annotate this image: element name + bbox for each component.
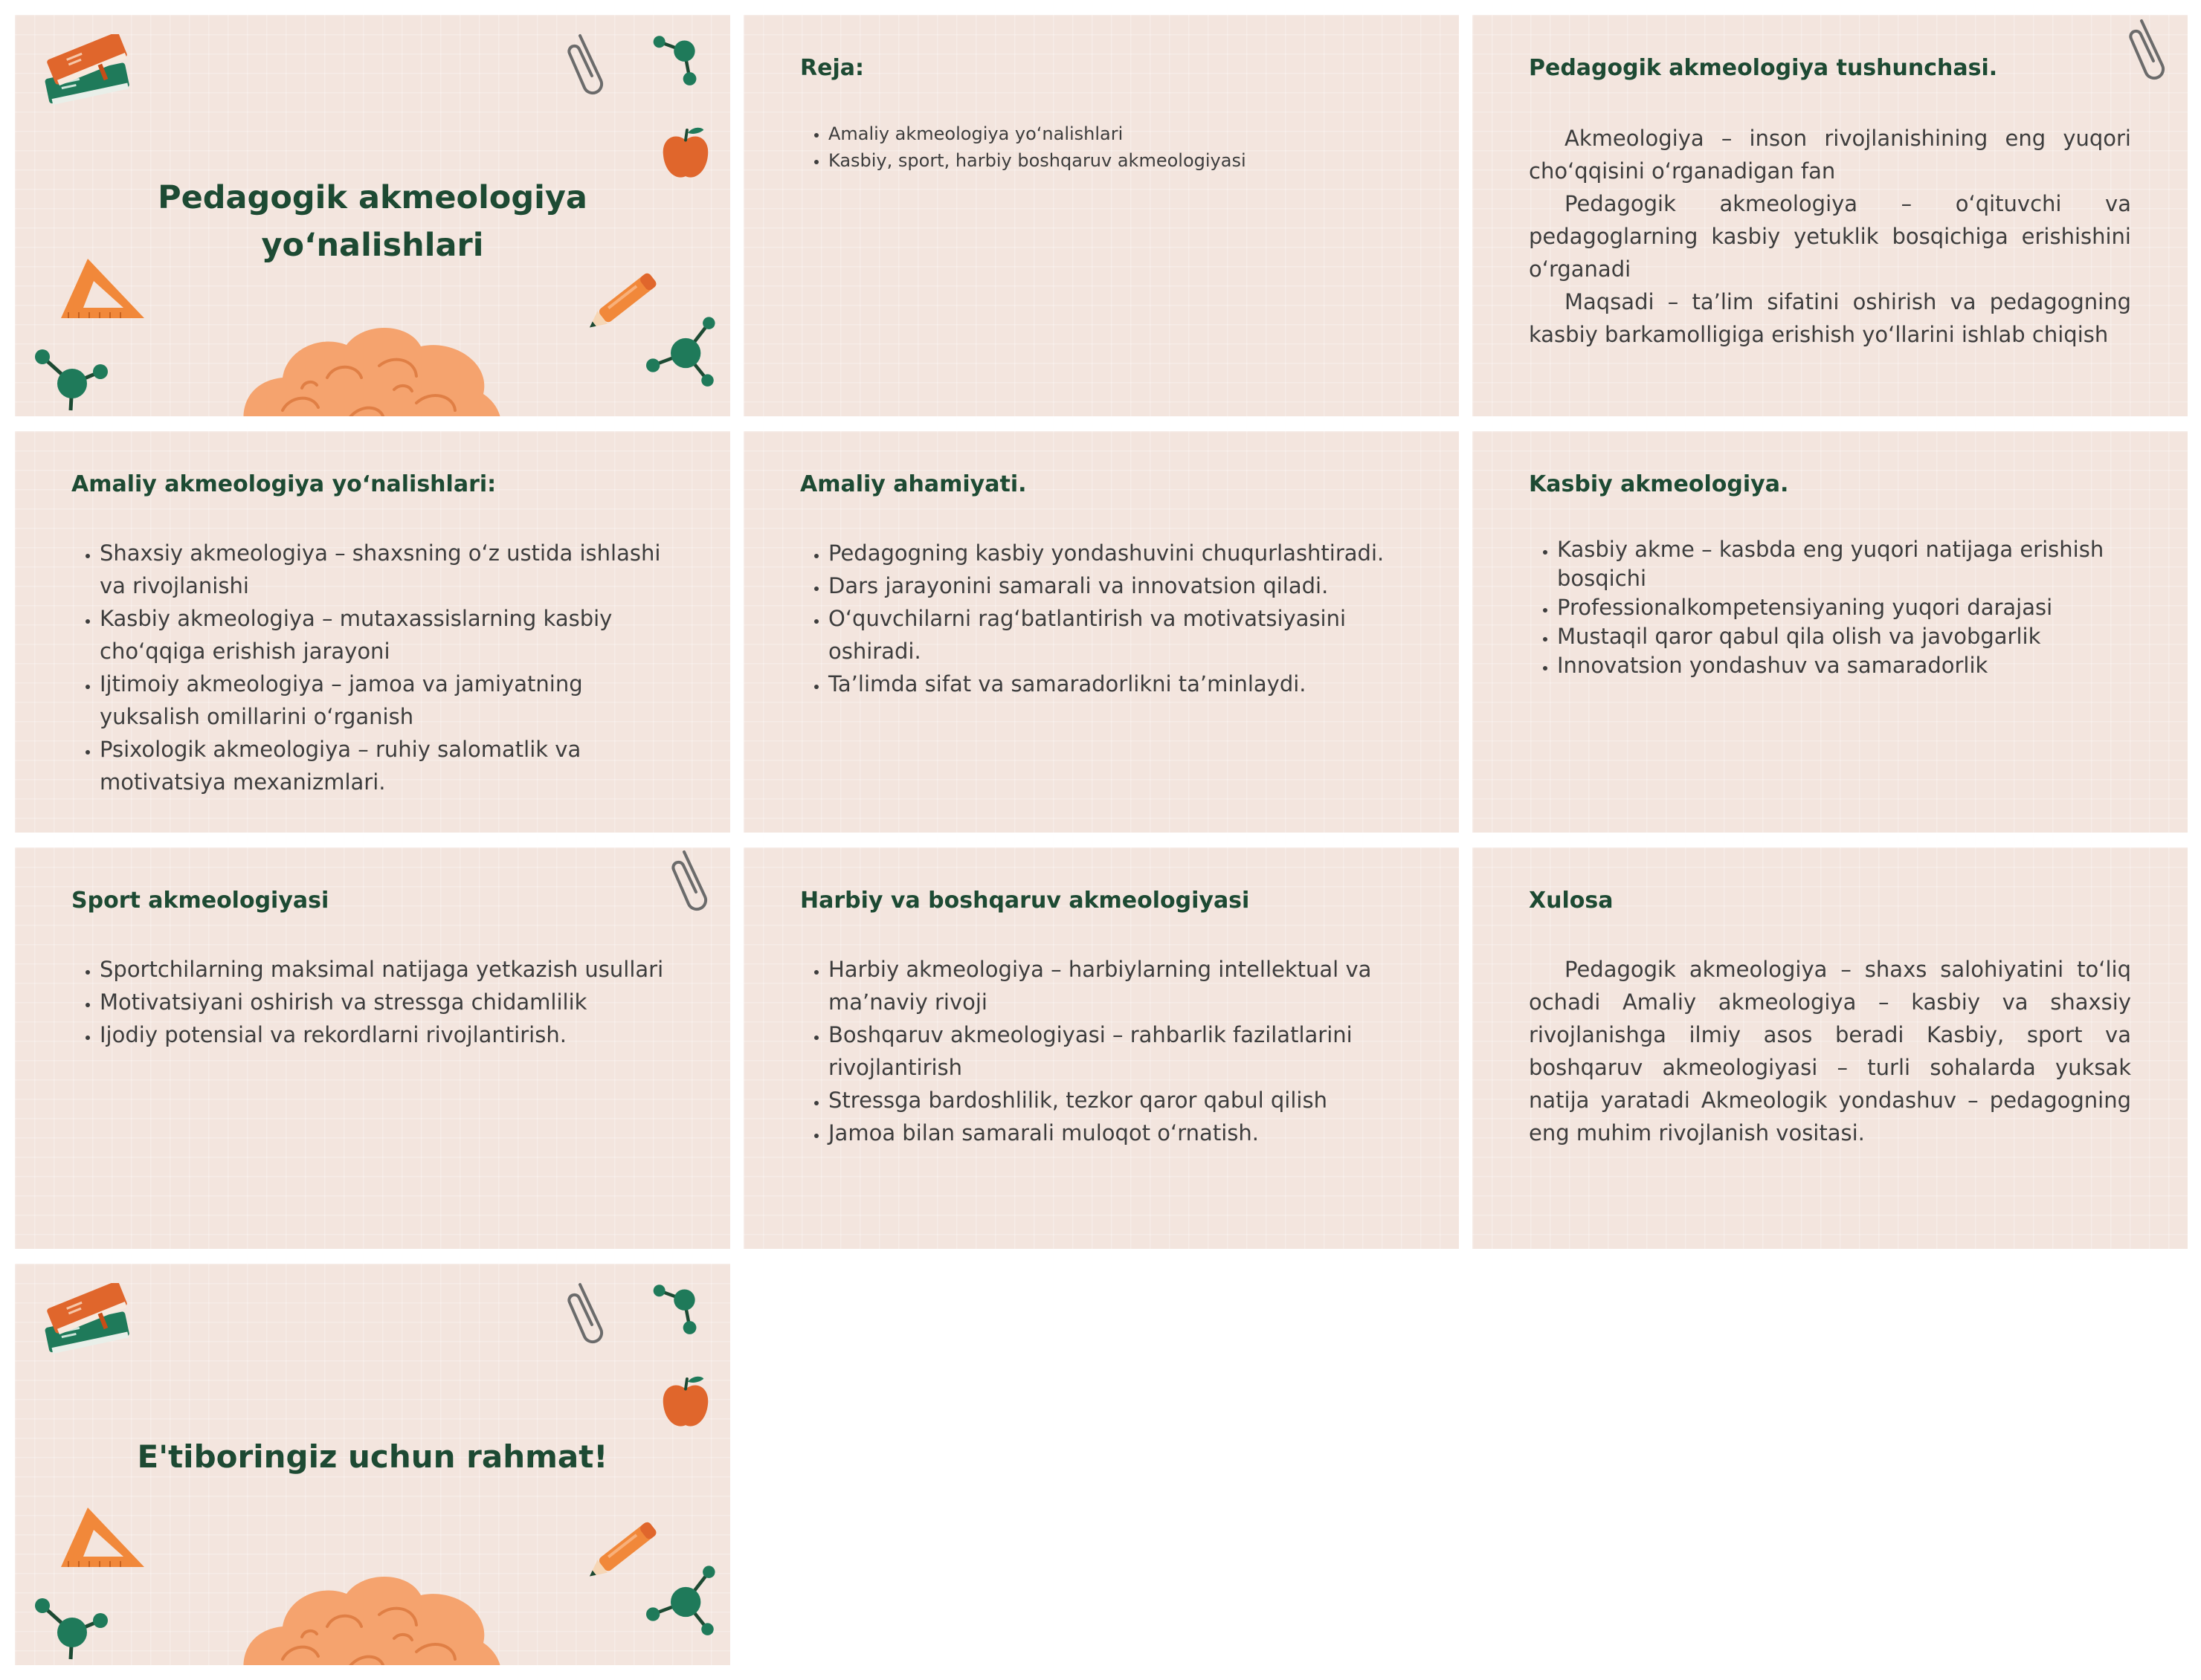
list-item: • Jamoa bilan samarali muloqot o‘rnatish. [828, 1117, 1414, 1149]
list-item: • Ijtimoiy akmeologiya – jamoa va jamiyatning yuksalish omillarini o‘rganish [100, 668, 686, 733]
molecule-icon [638, 1561, 720, 1643]
bullet-list [800, 120, 1402, 174]
brain-icon [231, 1555, 513, 1665]
bullet-list [800, 953, 1414, 1149]
paragraph-block [1529, 953, 2131, 1149]
paragraph: Maqsadi – ta’lim sifatini oshirish va pedagogning kasbiy barkamolligiga erishish yo‘llarini ishlab chiqish [1529, 289, 2131, 347]
list-item: • Boshqaruv akmeologiyasi – rahbarlik fazilatlarini rivojlantirish [828, 1018, 1414, 1084]
molecule-icon [651, 1280, 711, 1340]
molecule-icon [638, 312, 720, 394]
bullet-list [71, 953, 674, 1051]
books-icon [37, 1283, 141, 1365]
list-item: • Kasbiy akmeologiya – mutaxassislarning kasbiy cho‘qqiga erishish jarayoni [100, 602, 686, 668]
list-item: • Sportchilarning maksimal natijaga yetkazish usullari [100, 953, 674, 986]
title-line-1: Pedagogik akmeologiya [158, 179, 587, 216]
slide-military [744, 847, 1459, 1249]
paperclip-icon [565, 27, 610, 101]
slide-heading: Amaliy ahamiyati. [800, 471, 1027, 497]
list-item: • Amaliy akmeologiya yo‘nalishlari [828, 120, 1402, 147]
slide-heading: Harbiy va boshqaruv akmeologiyasi [800, 888, 1250, 914]
thanks-heading: E'tiboringiz uchun rahmat! [137, 1438, 608, 1475]
paragraph-block [1529, 122, 2131, 351]
slide-heading: Kasbiy akmeologiya. [1529, 471, 1789, 497]
list-item: • O‘quvchilarni rag‘batlantirish va motivatsiyasini oshiradi. [828, 602, 1414, 668]
list-item: • Stressga bardoshlilik, tezkor qaror qabul qilish [828, 1084, 1414, 1117]
paragraph: Akmeologiya – inson rivojlanishining eng yuqori cho‘qqisini o‘rganadigan fan [1529, 126, 2131, 184]
list-item: • Kasbiy, sport, harbiy boshqaruv akmeologiyasi [828, 147, 1402, 174]
title-line-2: yo‘nalishlari [261, 227, 484, 264]
slide-heading: Pedagogik akmeologiya tushunchasi. [1529, 55, 1998, 81]
molecule-icon [651, 31, 711, 91]
bullet-list [71, 537, 686, 798]
slide-heading: Reja: [800, 55, 864, 81]
slide-sport [15, 847, 730, 1249]
slide-significance [744, 431, 1459, 833]
paperclip-icon [565, 1276, 610, 1350]
slide-title [15, 15, 730, 416]
brain-icon [231, 306, 513, 416]
slide-directions [15, 431, 730, 833]
molecule-icon [30, 340, 112, 415]
molecule-icon [30, 1589, 112, 1664]
triangle-ruler-icon [54, 1502, 150, 1576]
bullet-list [1529, 535, 2143, 680]
books-icon [37, 34, 141, 116]
list-item: • Professionalkompetensiyaning yuqori darajasi [1557, 593, 2143, 622]
list-item: • Pedagogning kasbiy yondashuvini chuqurlashtiradi. [828, 537, 1414, 569]
slide-heading: Sport akmeologiyasi [71, 888, 329, 914]
slide-conclusion [1472, 847, 2188, 1249]
list-item: • Innovatsion yondashuv va samaradorlik [1557, 651, 2143, 680]
slide-professional [1472, 431, 2188, 833]
slide-heading: Xulosa [1529, 888, 1614, 914]
paragraph: Pedagogik akmeologiya – shaxs salohiyatini to‘liq ochadi Amaliy akmeologiya – kasbiy va shaxsiy rivojlanishga ilmiy asos beradi Kasbiy, sport va boshqaruv akmeologiyasi – turli sohalarda yuksak natija yaratadi Akmeologik yondashuv – pedagogning eng muhim rivojlanish vositasi. [1529, 957, 2131, 1146]
slide-plan [744, 15, 1459, 416]
list-item: • Harbiy akmeologiya – harbiylarning intellektual va ma’naviy rivoji [828, 953, 1414, 1018]
list-item: • Ijodiy potensial va rekordlarni rivojlantirish. [100, 1018, 674, 1051]
slide-concept [1472, 15, 2188, 416]
list-item: • Ta’limda sifat va samaradorlikni ta’minlaydi. [828, 668, 1414, 700]
bullet-list [800, 537, 1414, 700]
list-item: • Shaxsiy akmeologiya – shaxsning o‘z ustida ishlashi va rivojlanishi [100, 537, 686, 602]
slide-title-heading [15, 174, 730, 269]
paperclip-icon [2127, 15, 2171, 86]
slide-heading: Amaliy akmeologiya yo‘nalishlari: [71, 471, 497, 497]
slide-thanks [15, 1264, 730, 1665]
list-item: • Psixologik akmeologiya – ruhiy salomatlik va motivatsiya mexanizmlari. [100, 733, 686, 798]
list-item: • Dars jarayonini samarali va innovatsion qiladi. [828, 569, 1414, 602]
apple-icon [660, 1372, 711, 1432]
list-item: • Kasbiy akme – kasbda eng yuqori natijaga erishish bosqichi [1557, 535, 2143, 593]
list-item: • Mustaqil qaror qabul qila olish va javobgarlik [1557, 622, 2143, 651]
paperclip-icon [669, 847, 714, 917]
paragraph: Pedagogik akmeologiya – o‘qituvchi va pedagoglarning kasbiy yetuklik bosqichiga erishishini o‘rganadi [1529, 191, 2131, 282]
list-item: • Motivatsiyani oshirish va stressga chidamlilik [100, 986, 674, 1018]
